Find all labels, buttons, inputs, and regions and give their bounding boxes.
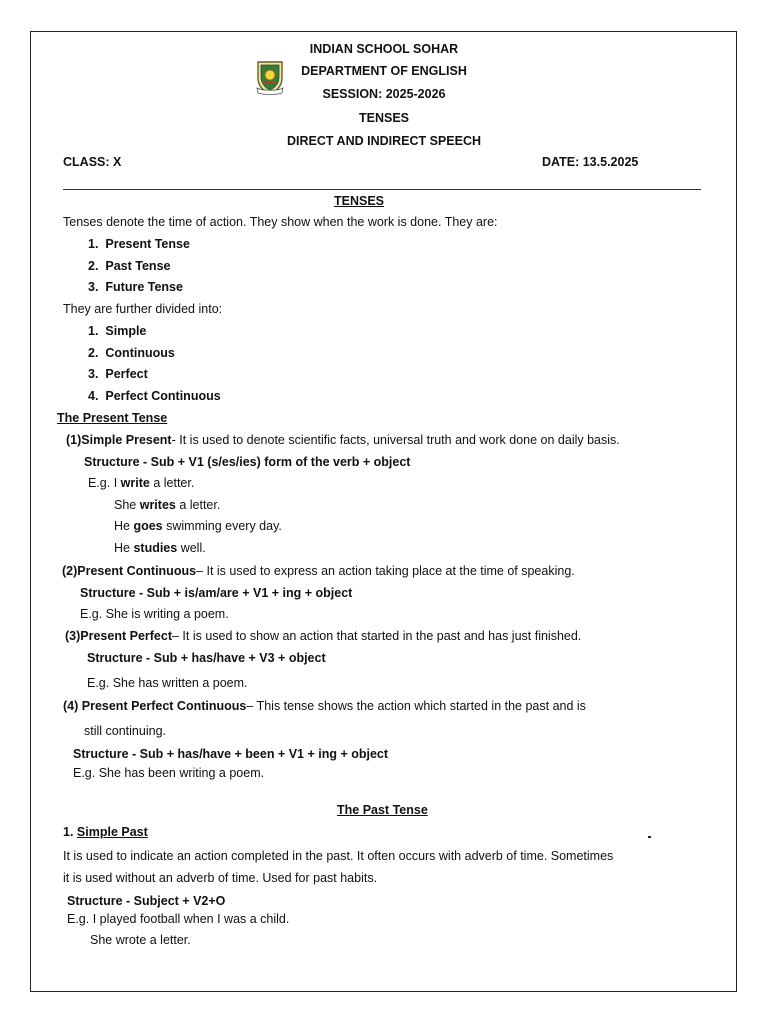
example-rest: a letter. <box>149 476 195 490</box>
list-number: 3. <box>88 367 99 381</box>
example: E.g. She has been writing a poem. <box>73 766 265 780</box>
example-subject: He <box>114 519 134 533</box>
stray-mark <box>648 836 651 838</box>
list-item <box>88 366 148 382</box>
list-item <box>88 279 183 295</box>
past-tense-heading: The Past Tense <box>337 803 428 817</box>
item-number: (3) <box>65 629 81 643</box>
class-label: CLASS: X <box>63 155 122 169</box>
topic-tenses: TENSES <box>358 111 409 125</box>
example-subject: She <box>114 498 140 512</box>
tense-description: - It is used to denote scientific facts, universal truth and work done on daily basis. <box>171 433 620 447</box>
example-verb: goes <box>133 519 163 533</box>
list-number: 2. <box>88 259 99 273</box>
present-perfect-continuous-structure: Structure - Sub + has/have + been + V1 + ing + object <box>73 747 389 761</box>
tense-name: Present Perfect Continuous <box>81 699 247 713</box>
tense-name: Present Continuous <box>77 564 197 578</box>
example-subject: He <box>114 541 134 555</box>
simple-present-structure: Structure - Sub + V1 (s/es/ies) form of the verb + object <box>84 455 411 469</box>
example: E.g. I played football when I was a child. <box>67 912 290 926</box>
list-number: 3. <box>88 280 99 294</box>
present-tense-heading: The Present Tense <box>57 411 168 425</box>
example <box>88 475 194 491</box>
example <box>114 540 206 556</box>
header-divider <box>63 189 701 190</box>
list-label: Future Tense <box>105 280 183 294</box>
item-number: (1) <box>66 433 82 447</box>
list-number: 4. <box>88 389 99 403</box>
date-label: DATE: 13.5.2025 <box>542 155 639 169</box>
session: SESSION: 2025-2026 <box>322 87 446 101</box>
item-number: (4) <box>63 699 82 713</box>
simple-past-title <box>63 824 148 840</box>
example <box>114 497 220 513</box>
simple-past-description-cont: it is used without an adverb of time. Used for past habits. <box>63 871 378 885</box>
list-item <box>88 258 170 274</box>
example-verb: write <box>120 476 150 490</box>
list-item <box>88 345 175 361</box>
tense-description: – It is used to show an action that started in the past and has just finished. <box>172 629 582 643</box>
present-perfect-definition <box>65 628 581 644</box>
list-item <box>88 236 190 252</box>
list-item <box>88 323 146 339</box>
list-label: Present Tense <box>105 237 190 251</box>
department-name: DEPARTMENT OF ENGLISH <box>301 64 467 78</box>
simple-present-definition <box>66 432 620 448</box>
simple-past-structure: Structure - Subject + V2+O <box>67 894 226 908</box>
tense-description: – It is used to express an action taking place at the time of speaking. <box>196 564 575 578</box>
list-label: Perfect <box>105 367 148 381</box>
present-continuous-structure: Structure - Sub + is/am/are + V1 + ing + object <box>80 586 353 600</box>
example-verb: studies <box>133 541 178 555</box>
tense-name: Present Perfect <box>80 629 172 643</box>
tenses-heading: TENSES <box>334 194 385 208</box>
present-perfect-structure: Structure - Sub + has/have + V3 + object <box>87 651 326 665</box>
example: E.g. She has written a poem. <box>87 676 248 690</box>
divided-intro: They are further divided into: <box>63 302 223 316</box>
present-continuous-definition <box>62 563 575 579</box>
topic-speech: DIRECT AND INDIRECT SPEECH <box>287 134 481 148</box>
tense-name: Simple Present <box>81 433 172 447</box>
item-number: 1. <box>63 825 77 839</box>
list-item <box>88 388 221 404</box>
example: E.g. She is writing a poem. <box>80 607 229 621</box>
tenses-intro: Tenses denote the time of action. They show when the work is done. They are: <box>63 215 498 229</box>
example <box>114 518 282 534</box>
example-rest: a letter. <box>175 498 221 512</box>
example-rest: swimming every day. <box>162 519 282 533</box>
tense-description: – This tense shows the action which started in the past and is <box>246 699 586 713</box>
example-rest: well. <box>177 541 206 555</box>
list-number: 1. <box>88 324 99 338</box>
simple-past-description: It is used to indicate an action completed in the past. It often occurs with adverb of time. Sometimes <box>63 849 614 863</box>
list-label: Continuous <box>105 346 175 360</box>
school-crest-icon <box>255 58 285 96</box>
example-prefix: E.g. I <box>88 476 121 490</box>
present-perfect-continuous-definition-cont: still continuing. <box>84 724 166 738</box>
example: She wrote a letter. <box>90 933 191 947</box>
school-name: INDIAN SCHOOL SOHAR <box>309 42 459 56</box>
subheading: Simple Past <box>76 825 148 839</box>
list-label: Perfect Continuous <box>105 389 221 403</box>
item-number: (2) <box>62 564 78 578</box>
list-label: Simple <box>105 324 147 338</box>
list-label: Past Tense <box>105 259 171 273</box>
example-verb: writes <box>139 498 176 512</box>
list-number: 2. <box>88 346 99 360</box>
list-number: 1. <box>88 237 99 251</box>
present-perfect-continuous-definition <box>63 698 586 714</box>
